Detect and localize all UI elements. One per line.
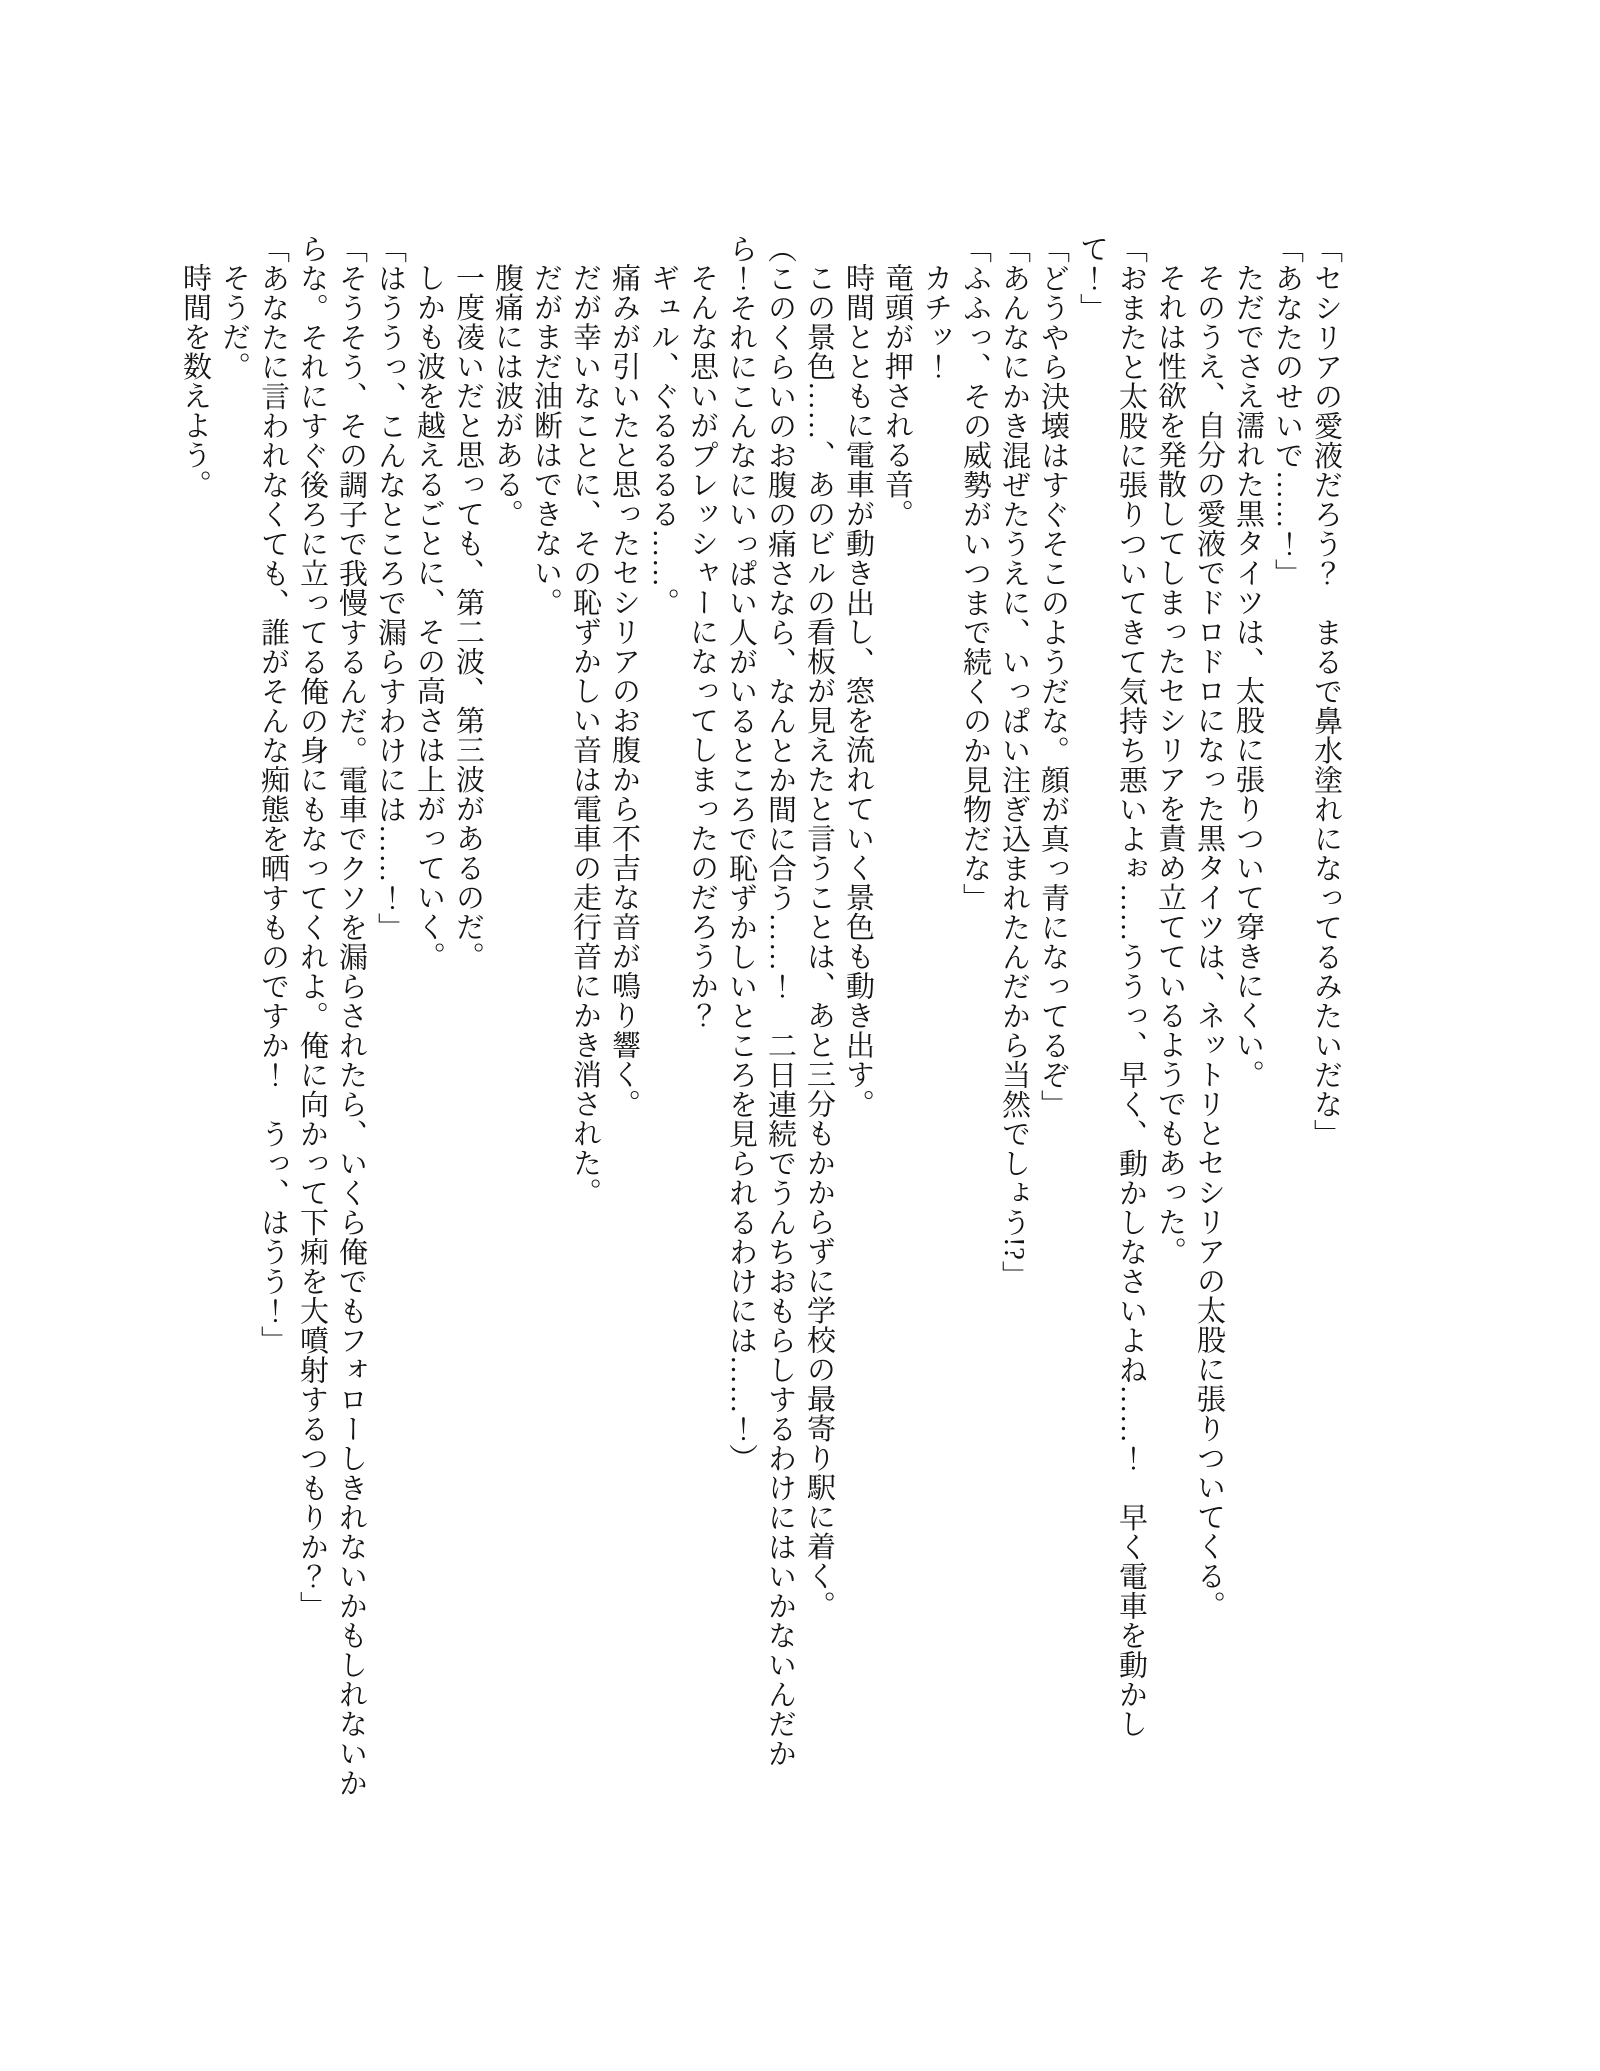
paragraph: 痛みが引いたと思ったセシリアのお腹から不吉な音が鳴り響く。 (608, 263, 640, 1119)
paragraph: この景色……、あのビルの看板が見えたと言うことは、あと三分もかからずに学校の最寄り駅に着く。 (803, 263, 835, 1620)
paragraph: 一度凌いだと思っても、第二波、第三波があるのだ。 (452, 263, 484, 971)
paragraph: 「ふふっ、その威勢がいつまで続くのか見物だな」 (959, 234, 991, 913)
paragraph: 竜頭が押される音。 (881, 263, 913, 529)
paragraph: 「セシリアの愛液だろう？ まるで鼻水塗れになってるみたいだな」 (1310, 234, 1342, 1149)
paragraph: 「あんなにかき混ぜたうえに、いっぱい注ぎ込まれたんだから当然でしょう!?」 (998, 234, 1030, 1291)
paragraph: 腹痛には波がある。 (491, 263, 523, 529)
paragraph: 「はううっ、こんなところで漏らすわけには……！」 (374, 234, 406, 942)
paragraph: 「どうやら決壊はすぐそこのようだな。顔が真っ青になってるぞ」 (1037, 234, 1069, 1119)
paragraph: ただでさえ濡れた黒タイツは、太股に張りついて穿きにくい。 (1232, 263, 1264, 1089)
paragraph: カチッ！ (920, 263, 952, 381)
paragraph: ギュル、ぐるるるる……。 (647, 263, 679, 617)
paragraph: 「そうそう、その調子で我慢するんだ。電車でクソを漏らされたら、いくら俺でもフォローしきれないかもしれないからな。それにすぐ後ろに立ってる俺の身にもなってくれよ。俺に向かって下痢を大噴射するつもりか？」 (296, 234, 367, 1798)
paragraph: 「おまたと太股に張りついてきて気持ち悪いよぉ……ううっ、早く、動かしなさいよね……！ 早く電車を動かして！」 (1076, 234, 1147, 1739)
paragraph: （このくらいのお腹の痛さなら、なんとか間に合う……！ 二日連続でうんちおもらしするわけにはいかないんだから！それにこんなにいっぱい人がいるところで恥ずかしいところを見られるわけには……！） (725, 234, 796, 1768)
paragraph: だがまだ油断はできない。 (530, 263, 562, 617)
paragraph: 時間を数えよう。 (179, 263, 211, 499)
paragraph: 「あなたのせいで……！」 (1271, 234, 1303, 588)
paragraph: しかも波を越えるごとに、その高さは上がっていく。 (413, 263, 445, 971)
vertical-text-block (175, 234, 1345, 1800)
paragraph: だが幸いなことに、その恥ずかしい音は電車の走行音にかき消された。 (569, 263, 601, 1207)
paragraph: そうだ。 (218, 263, 250, 381)
paragraph: そんな思いがプレッシャーになってしまったのだろうか？ (686, 263, 718, 1030)
paragraph: それは性欲を発散してしまったセシリアを責め立てているようでもあった。 (1154, 263, 1186, 1266)
paragraph: 時間とともに電車が動き出し、窓を流れていく景色も動き出す。 (842, 263, 874, 1119)
paragraph: 「あなたに言われなくても、誰がそんな痴態を晒すものですか！ うっ、はうう！」 (257, 234, 289, 1355)
paragraph: そのうえ、自分の愛液でドロドロになった黒タイツは、ネットリとセシリアの太股に張りついてくる。 (1193, 263, 1225, 1620)
